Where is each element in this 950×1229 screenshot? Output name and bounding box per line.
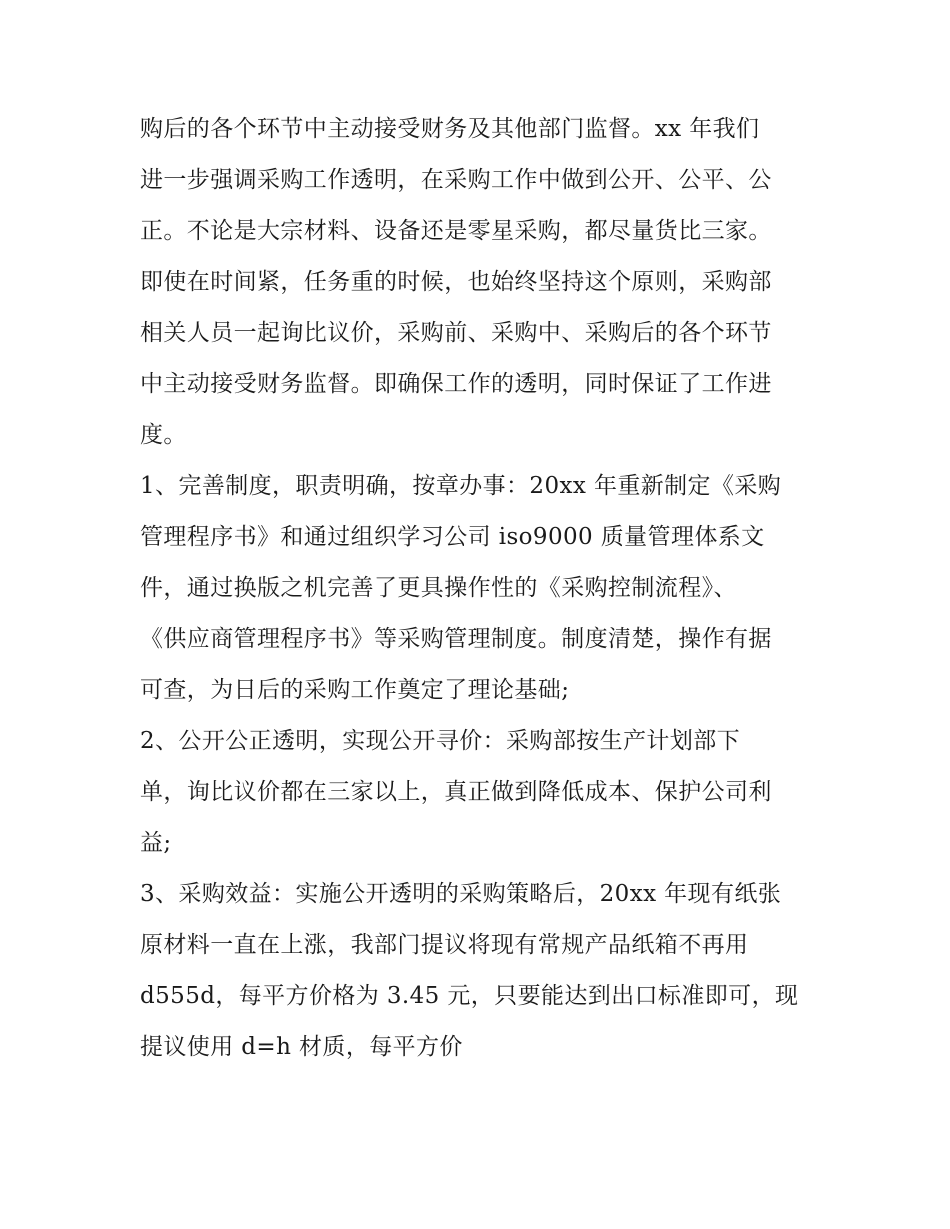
text-line: 相关人员一起询比议价，采购前、采购中、采购后的各个环节 bbox=[140, 320, 772, 346]
text-line: 进一步强调采购工作透明，在采购工作中做到公开、公平、公 bbox=[140, 167, 772, 193]
list-item-2-line: 2、公开公正透明，实现公开寻价：采购部按生产计划部下 bbox=[140, 728, 741, 754]
text-line: 正。不论是大宗材料、设备还是零星采购，都尽量货比三家。 bbox=[140, 218, 772, 244]
text-line: 即使在时间紧，任务重的时候，也始终坚持这个原则，采购部 bbox=[140, 269, 772, 295]
list-item-1-line: 可查，为日后的采购工作奠定了理论基础; bbox=[140, 677, 570, 703]
list-item-1-line: 管理程序书》和通过组织学习公司 iso9000 质量管理体系文 bbox=[140, 524, 765, 550]
list-item-3-line: 原材料一直在上涨，我部门提议将现有常规产品纸箱不再用 bbox=[140, 932, 749, 958]
list-item-2-line: 益; bbox=[140, 830, 172, 856]
text-line: 购后的各个环节中主动接受财务及其他部门监督。xx 年我们 bbox=[140, 116, 760, 142]
list-item-1-line: 件，通过换版之机完善了更具操作性的《采购控制流程》、 bbox=[140, 575, 737, 601]
text-line: 度。 bbox=[140, 422, 187, 448]
list-item-1-line: 《供应商管理程序书》等采购管理制度。制度清楚，操作有据 bbox=[140, 626, 772, 652]
list-item-3-line: 3、采购效益：实施公开透明的采购策略后，20xx 年现有纸张 bbox=[140, 881, 782, 907]
list-item-3-line: d555d，每平方价格为 3.45 元，只要能达到出口标准即可，现 bbox=[140, 983, 799, 1009]
list-item-3-line: 提议使用 d=h 材质，每平方价 bbox=[140, 1034, 463, 1060]
list-item-1-line: 1、完善制度，职责明确，按章办事：20xx 年重新制定《采购 bbox=[140, 473, 782, 499]
text-line: 中主动接受财务监督。即确保工作的透明，同时保证了工作进 bbox=[140, 371, 772, 397]
list-item-2-line: 单，询比议价都在三家以上，真正做到降低成本、保护公司利 bbox=[140, 779, 772, 805]
body-text bbox=[140, 104, 815, 1073]
